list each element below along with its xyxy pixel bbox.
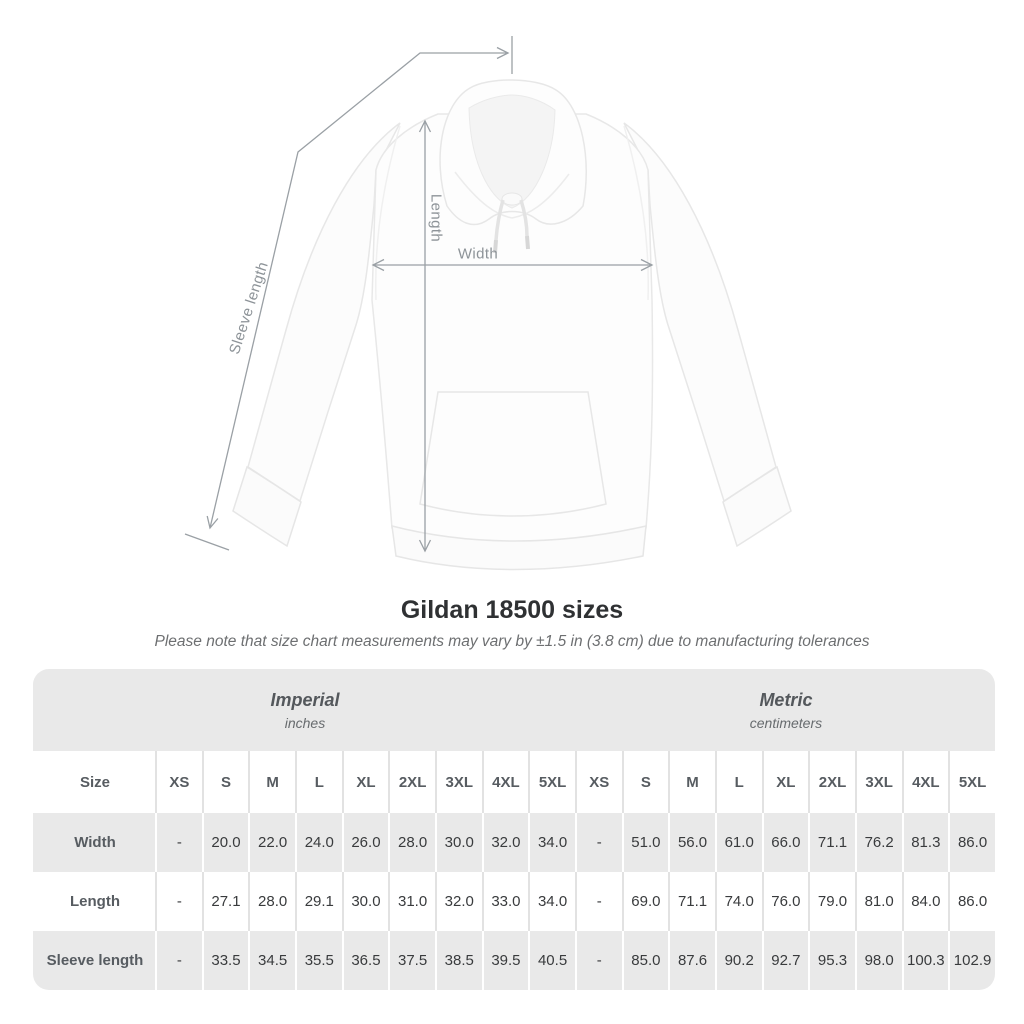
- size-header: 3XL: [855, 751, 902, 813]
- cell: 38.5: [435, 931, 482, 990]
- sleeve-length-bottom-tick: [185, 534, 229, 550]
- cell: 84.0: [902, 872, 949, 931]
- metric-title: Metric: [759, 689, 813, 710]
- size-header: 4XL: [902, 751, 949, 813]
- cell: 32.0: [482, 813, 529, 872]
- size-column-header: Size: [33, 751, 155, 813]
- length-label: Length: [427, 193, 445, 243]
- cell: 35.5: [295, 931, 342, 990]
- cell: 90.2: [715, 931, 762, 990]
- cell: 40.5: [528, 931, 575, 990]
- cell: 37.5: [388, 931, 435, 990]
- cell: 36.5: [342, 931, 389, 990]
- cell: 71.1: [668, 872, 715, 931]
- cell: 28.0: [388, 813, 435, 872]
- cell: 76.2: [855, 813, 902, 872]
- cell: 34.0: [528, 813, 575, 872]
- cell: 26.0: [342, 813, 389, 872]
- cell: 28.0: [248, 872, 295, 931]
- cell: 79.0: [808, 872, 855, 931]
- size-header: 4XL: [482, 751, 529, 813]
- size-header: L: [715, 751, 762, 813]
- size-header: M: [668, 751, 715, 813]
- cell: -: [575, 931, 622, 990]
- metric-unit: centimeters: [749, 714, 823, 731]
- cell: 30.0: [435, 813, 482, 872]
- size-table: [33, 669, 995, 990]
- size-header: XL: [762, 751, 809, 813]
- cell: 102.9: [948, 931, 995, 990]
- unit-group-header-row: [33, 669, 995, 751]
- cell: 51.0: [622, 813, 669, 872]
- cell: 81.3: [902, 813, 949, 872]
- hoodie-drawcord-knot: [502, 193, 522, 205]
- imperial-title: Imperial: [270, 689, 340, 710]
- size-header: 5XL: [948, 751, 995, 813]
- cell: 98.0: [855, 931, 902, 990]
- cell: 66.0: [762, 813, 809, 872]
- size-header: S: [202, 751, 249, 813]
- page-title: Gildan 18500 sizes: [400, 596, 624, 624]
- size-header: M: [248, 751, 295, 813]
- sleeve-length-label: Sleeve length: [226, 259, 272, 357]
- cell: 69.0: [622, 872, 669, 931]
- cell: 33.0: [482, 872, 529, 931]
- row-length: [33, 872, 995, 931]
- cell: 86.0: [948, 813, 995, 872]
- width-label: Width: [457, 245, 499, 263]
- size-header: 5XL: [528, 751, 575, 813]
- cell: -: [575, 872, 622, 931]
- cell: 34.5: [248, 931, 295, 990]
- hoodie-pocket: [420, 392, 606, 516]
- cell: 81.0: [855, 872, 902, 931]
- cell: 71.1: [808, 813, 855, 872]
- row-label: Sleeve length: [33, 931, 155, 990]
- cell: 92.7: [762, 931, 809, 990]
- cell: 31.0: [388, 872, 435, 931]
- size-header: L: [295, 751, 342, 813]
- size-header: XS: [155, 751, 202, 813]
- size-header: 3XL: [435, 751, 482, 813]
- cell: -: [155, 931, 202, 990]
- cell: 33.5: [202, 931, 249, 990]
- cell: 20.0: [202, 813, 249, 872]
- cell: 29.1: [295, 872, 342, 931]
- cell: 24.0: [295, 813, 342, 872]
- cell: -: [575, 813, 622, 872]
- size-header: 2XL: [808, 751, 855, 813]
- size-header-row: [33, 751, 995, 813]
- cell: 27.1: [202, 872, 249, 931]
- size-header: XS: [575, 751, 622, 813]
- cell: 74.0: [715, 872, 762, 931]
- cell: 85.0: [622, 931, 669, 990]
- cell: 30.0: [342, 872, 389, 931]
- cell: 22.0: [248, 813, 295, 872]
- row-label: Width: [33, 813, 155, 872]
- cell: 76.0: [762, 872, 809, 931]
- cell: -: [155, 872, 202, 931]
- row-width: [33, 813, 995, 872]
- cell: -: [155, 813, 202, 872]
- size-header: 2XL: [388, 751, 435, 813]
- size-header: XL: [342, 751, 389, 813]
- imperial-group-header: [33, 669, 575, 751]
- cell: 95.3: [808, 931, 855, 990]
- metric-group-header: [575, 669, 995, 751]
- cell: 86.0: [948, 872, 995, 931]
- row-sleeve-length: [33, 931, 995, 990]
- imperial-unit: inches: [284, 714, 326, 731]
- cell: 87.6: [668, 931, 715, 990]
- cell: 32.0: [435, 872, 482, 931]
- size-header: S: [622, 751, 669, 813]
- cell: 34.0: [528, 872, 575, 931]
- cell: 56.0: [668, 813, 715, 872]
- row-label: Length: [33, 872, 155, 931]
- cell: 39.5: [482, 931, 529, 990]
- cell: 100.3: [902, 931, 949, 990]
- tolerance-note: Please note that size chart measurements may vary by ±1.5 in (3.8 cm) due to manufacturing tolerances: [154, 633, 870, 650]
- cell: 61.0: [715, 813, 762, 872]
